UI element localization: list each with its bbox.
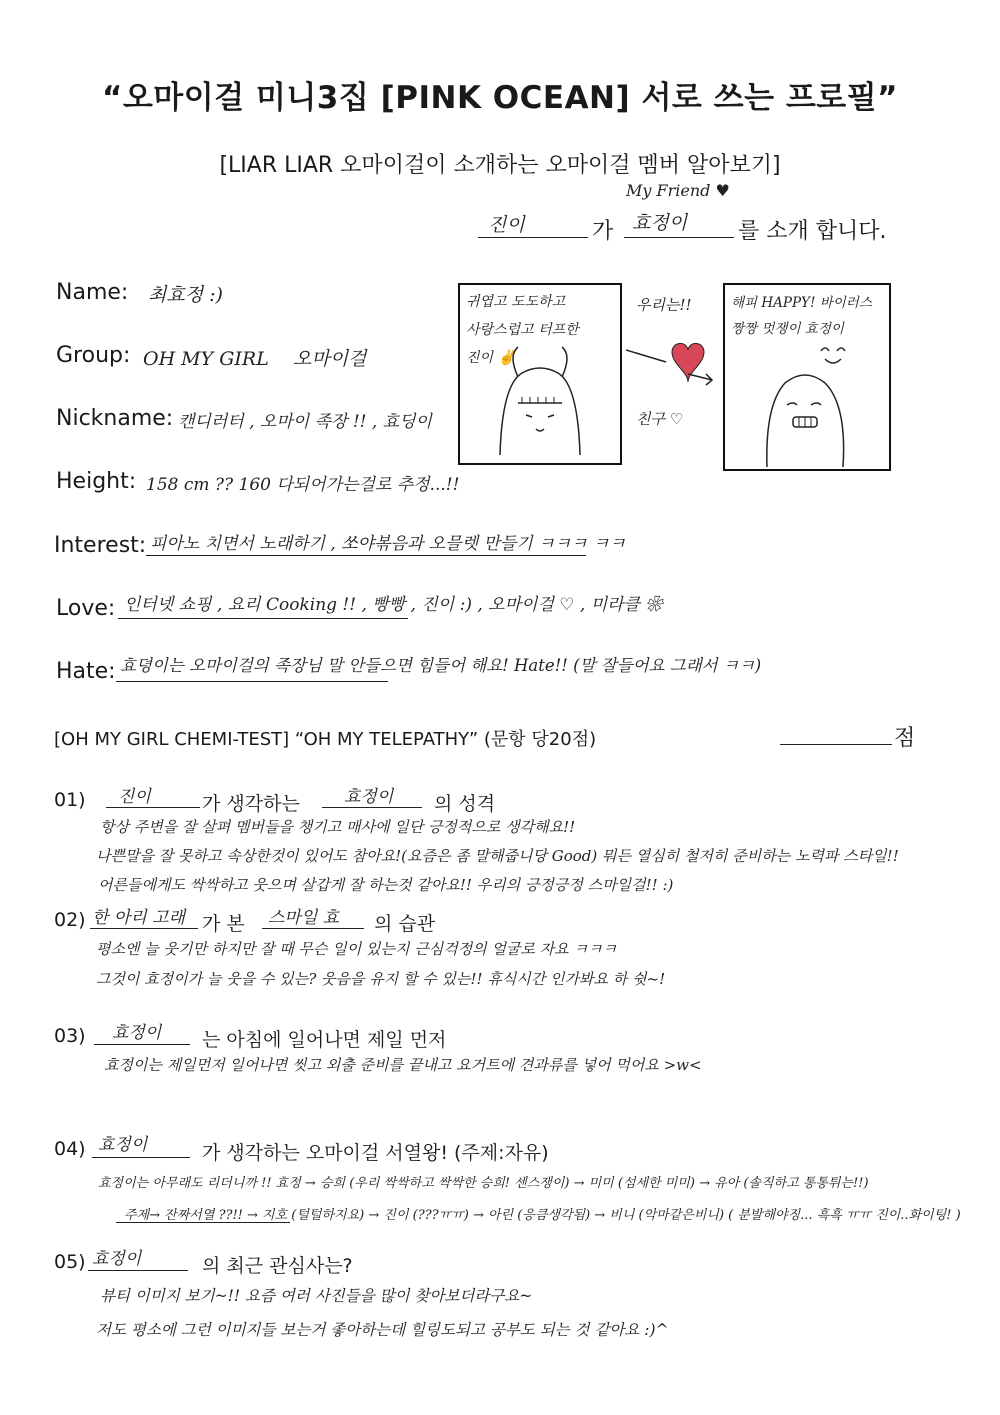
name-label: Name: (56, 280, 129, 305)
height-label: Height: (56, 469, 137, 494)
q3-answer-1: 효정이는 제일먼저 일어나면 씻고 외출 준비를 끝내고 요거트에 견과류를 넣어 먹어요 >w< (104, 1056, 702, 1074)
q1-num: 01) (54, 789, 86, 811)
chemi-heading: [OH MY GIRL CHEMI-TEST] “OH MY TELEPATHY” (문항 당20점) (54, 729, 597, 750)
left-text-2: 사랑스럽고 터프한 (466, 322, 579, 338)
q2-answer-1: 평소엔 늘 웃기만 하지만 잘 때 무슨 일이 있는지 근심걱정의 얼굴로 자요 ㅋㅋㅋ (96, 940, 617, 958)
right-text-2: 짱짱 멋쟁이 효정이 (731, 321, 844, 337)
score-line (780, 744, 892, 745)
left-text-1: 귀엽고 도도하고 (466, 294, 566, 310)
love-line (118, 618, 408, 619)
interest-value: 피아노 치면서 노래하기 , 쏘야볶음과 오믈렛 만들기 ㅋㅋㅋ ㅋㅋ (150, 534, 626, 554)
nickname-label: Nickname: (56, 406, 174, 431)
interest-line (146, 555, 586, 556)
q5-answer-2: 저도 평소에 그런 이미지들 보는거 좋아하는데 힐링도되고 공부도 되는 것 같아요 :)^ (96, 1321, 669, 1339)
q1-answer-1: 항상 주변을 잘 살펴 멤버들을 챙기고 매사에 일단 긍정적으로 생각해요!! (100, 818, 576, 836)
q2-blank2: 스마일 효 (268, 908, 340, 928)
q4-num: 04) (54, 1138, 86, 1160)
q3-blank1: 효정이 (112, 1023, 162, 1043)
q4-answer-2: 주제→ 잔짜서열 ??!! → 지호 (털털하지요) → 진이 (???ㅠㅠ) → 아린 (응큼생각됨) → 비니 (악마같은비니) ( 분발해야징... 흑흑 ㅠㅠ 진이..화이팅! ) (124, 1208, 961, 1223)
interest-label: Interest: (54, 533, 147, 558)
page-subtitle: [LIAR LIAR 오마이걸이 소개하는 오마이걸 멤버 알아보기] (219, 153, 781, 178)
q5-blank1-line (88, 1270, 188, 1271)
q3-end: 는 아침에 일어나면 제일 먼저 (202, 1029, 447, 1051)
q2-end: 의 습관 (374, 913, 436, 935)
girl-drawing-left (460, 285, 620, 463)
q1-mid: 가 생각하는 (202, 793, 300, 815)
score-suffix: 점 (894, 726, 916, 751)
intro-ga: 가 (592, 219, 614, 244)
heart-arrow-icon (626, 338, 726, 398)
q2-blank2-line (262, 928, 364, 929)
drawing-left-panel (458, 283, 622, 465)
intro-subject-note: My Friend ♥ (626, 181, 730, 200)
q4-note-line (116, 1222, 290, 1223)
q5-answer-1: 뷰티 이미지 보기~!! 요즘 여러 사진들을 많이 찾아보더라구요~ (100, 1287, 533, 1305)
q2-blank1: 한 아리 고래 (92, 908, 185, 928)
love-value: 인터넷 쇼핑 , 요리 Cooking !! , 빵빵 , 진이 :) , 오마이걸 ♡ , 미라클 ❀ (124, 595, 663, 615)
q4-blank1-line (92, 1157, 190, 1158)
love-label: Love: (56, 596, 116, 621)
q4-mid: 가 생각하는 오마이걸 서열왕! (주제:자유) (202, 1142, 549, 1164)
intro-subject: 효정이 (632, 212, 688, 234)
middle-bottom-text: 친구 ♡ (636, 410, 684, 428)
drawing-right-panel (723, 283, 891, 471)
q1-blank1: 진이 (118, 787, 151, 807)
q2-num: 02) (54, 909, 86, 931)
middle-top-text: 우리는!! (636, 296, 692, 314)
hate-line (116, 681, 388, 682)
q1-end: 의 성격 (434, 793, 496, 815)
intro-suffix: 를 소개 합니다. (738, 219, 887, 244)
intro-subject-line (624, 237, 734, 238)
q1-answer-2: 나쁜말을 잘 못하고 속상한것이 있어도 참아요!(요즘은 좀 말해줍니당 Good) 뭐든 열심히 철저히 준비하는 노력파 스타일!! (96, 847, 899, 865)
q2-blank1-line (90, 928, 198, 929)
q3-blank1-line (94, 1044, 190, 1045)
left-text-3: 진이 ✌ (466, 350, 515, 366)
height-value: 158 cm ?? 160 다되어가는걸로 추정...!! (146, 475, 460, 495)
name-value: 최효정 :) (148, 284, 223, 306)
q5-end: 의 최근 관심사는? (202, 1255, 353, 1277)
q1-blank2-line (322, 807, 422, 808)
q4-blank1: 효정이 (98, 1135, 148, 1155)
page-title: “오마이걸 미니3집 [PINK OCEAN] 서로 쓰는 프로필” (101, 80, 899, 116)
group-label: Group: (56, 343, 131, 368)
group-value: OH MY GIRL 오마이걸 (143, 348, 367, 370)
hate-value: 효뎡이는 오마이걸의 족장님 말 안들으면 힘들어 해요! Hate!! (말 잘들어요 그래서 ㅋㅋ) (120, 656, 762, 675)
nickname-value: 캔디러터 , 오마이 족장 !! , 효딩이 (178, 412, 432, 432)
right-text-1: 해피 HAPPY! 바이러스 (731, 295, 872, 311)
intro-writer: 진이 (488, 214, 525, 236)
q3-num: 03) (54, 1025, 86, 1047)
q1-blank1-line (106, 807, 200, 808)
q1-answer-3: 어른들에게도 싹싹하고 웃으며 살갑게 잘 하는것 같아요!! 우리의 긍정긍정 스마일걸!! :) (98, 876, 674, 894)
intro-writer-line (478, 237, 588, 238)
girl-drawing-right (725, 285, 889, 469)
q1-blank2: 효정이 (344, 787, 394, 807)
q5-num: 05) (54, 1251, 86, 1273)
q2-answer-2: 그것이 효정이가 늘 웃을 수 있는? 웃음을 유지 할 수 있는!! 휴식시간 인가봐요 하 쉿~! (96, 970, 666, 988)
q5-blank1: 효정이 (92, 1249, 142, 1269)
q2-mid: 가 본 (202, 913, 245, 935)
q4-answer-1: 효정이는 아무래도 리더니까 !! 효정 → 승희 (우리 싹싹하고 싹싹한 승희! 센스쟁이) → 미미 (섬세한 미미) → 유아 (솔직하고 통통튀는!!) (98, 1176, 869, 1191)
hate-label: Hate: (56, 659, 116, 684)
